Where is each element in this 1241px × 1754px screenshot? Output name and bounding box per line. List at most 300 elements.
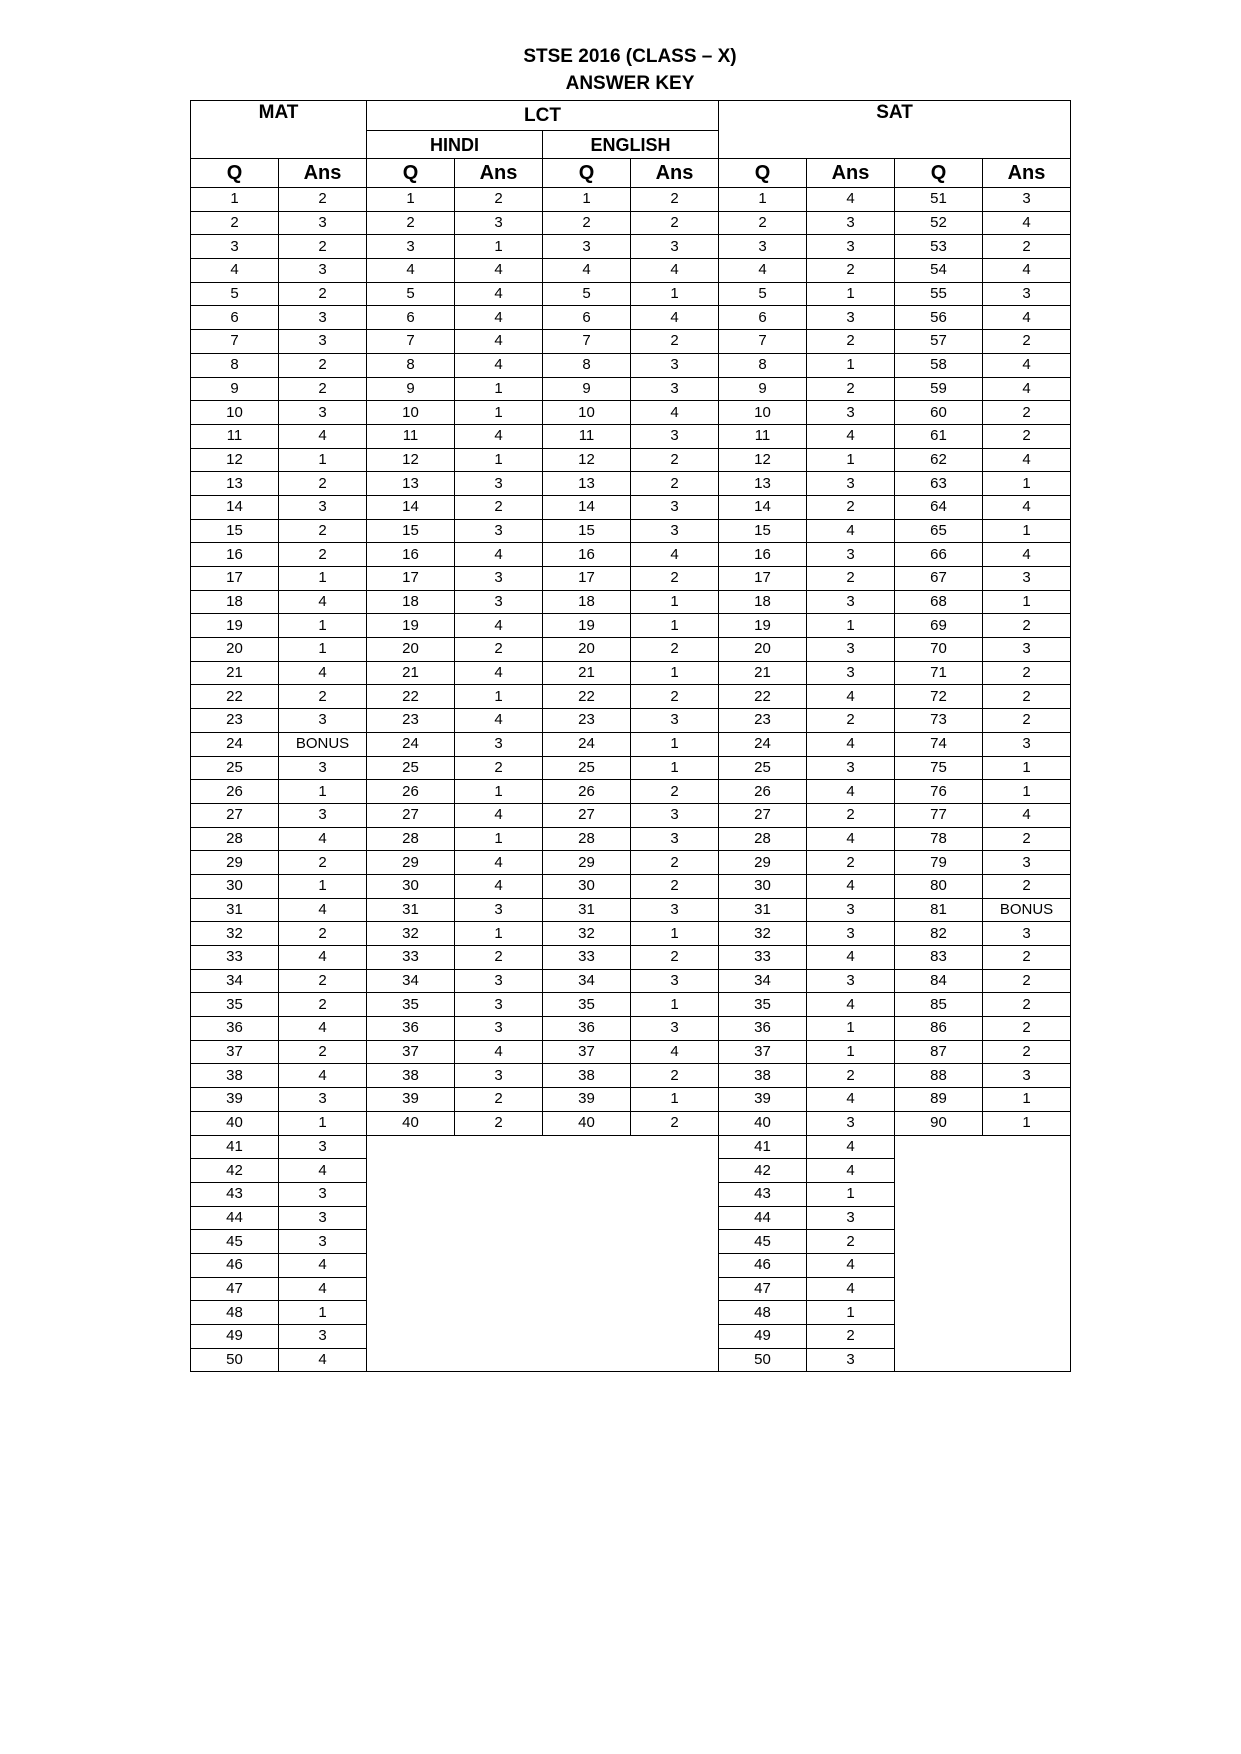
sat-ans-header: Ans bbox=[807, 159, 895, 188]
sat-q2-cell: 70 bbox=[895, 638, 983, 662]
mat-q-cell: 5 bbox=[191, 282, 279, 306]
english-ans-cell: 1 bbox=[631, 590, 719, 614]
hindi-ans-cell: 3 bbox=[455, 969, 543, 993]
english-ans-cell: 3 bbox=[631, 827, 719, 851]
mat-q-cell: 13 bbox=[191, 472, 279, 496]
mat-q-cell: 46 bbox=[191, 1253, 279, 1277]
english-q-cell: 39 bbox=[543, 1088, 631, 1112]
hindi-ans-cell: 4 bbox=[455, 543, 543, 567]
sat-q-cell: 42 bbox=[719, 1159, 807, 1183]
hindi-q-cell: 11 bbox=[367, 424, 455, 448]
mat-q-cell: 19 bbox=[191, 614, 279, 638]
table-row bbox=[191, 922, 1071, 946]
sat-q-cell: 27 bbox=[719, 803, 807, 827]
table-row bbox=[191, 803, 1071, 827]
english-ans-cell: 4 bbox=[631, 543, 719, 567]
english-ans-cell: 1 bbox=[631, 614, 719, 638]
sat-ans-cell: 4 bbox=[807, 424, 895, 448]
english-ans-cell: 3 bbox=[631, 353, 719, 377]
mat-q-cell: 15 bbox=[191, 519, 279, 543]
mat-ans-cell: 1 bbox=[279, 780, 367, 804]
hindi-ans-cell: 3 bbox=[455, 1017, 543, 1041]
english-q-cell: 35 bbox=[543, 993, 631, 1017]
hindi-ans-cell: 2 bbox=[455, 756, 543, 780]
mat-ans-cell: BONUS bbox=[279, 732, 367, 756]
mat-q-cell: 12 bbox=[191, 448, 279, 472]
sat-q-cell: 19 bbox=[719, 614, 807, 638]
sat-q-cell: 9 bbox=[719, 377, 807, 401]
sat-ans2-cell: 4 bbox=[983, 495, 1071, 519]
mat-q-cell: 34 bbox=[191, 969, 279, 993]
sat-ans-cell: 4 bbox=[807, 1159, 895, 1183]
hindi-q-cell: 37 bbox=[367, 1040, 455, 1064]
mat-q-cell: 33 bbox=[191, 946, 279, 970]
english-q-cell: 26 bbox=[543, 780, 631, 804]
sat-ans-cell: 1 bbox=[807, 1301, 895, 1325]
sat-ans-cell: 2 bbox=[807, 803, 895, 827]
hindi-ans-cell: 4 bbox=[455, 330, 543, 354]
hindi-q-cell: 15 bbox=[367, 519, 455, 543]
sat-ans2-cell: 2 bbox=[983, 969, 1071, 993]
sat-ans-cell: 4 bbox=[807, 827, 895, 851]
sat-q2-cell: 88 bbox=[895, 1064, 983, 1088]
sat-q2-cell: 79 bbox=[895, 851, 983, 875]
mat-q-cell: 24 bbox=[191, 732, 279, 756]
table-row bbox=[191, 969, 1071, 993]
hindi-q-cell: 5 bbox=[367, 282, 455, 306]
sat-q-cell: 21 bbox=[719, 661, 807, 685]
sat-ans2-cell: 2 bbox=[983, 1040, 1071, 1064]
sat-ans2-cell: 4 bbox=[983, 306, 1071, 330]
hindi-ans-cell: 4 bbox=[455, 306, 543, 330]
mat-ans-cell: 1 bbox=[279, 874, 367, 898]
hindi-ans-cell: 1 bbox=[455, 377, 543, 401]
hindi-q-cell: 17 bbox=[367, 567, 455, 591]
hindi-ans-cell: 4 bbox=[455, 424, 543, 448]
sat-ans2-cell: BONUS bbox=[983, 898, 1071, 922]
hindi-ans-cell: 4 bbox=[455, 614, 543, 638]
english-ans-cell: 2 bbox=[631, 1111, 719, 1135]
sat-q-cell: 1 bbox=[719, 188, 807, 212]
hindi-ans-cell: 2 bbox=[455, 495, 543, 519]
lct-header: LCT bbox=[367, 101, 719, 131]
english-q-cell: 33 bbox=[543, 946, 631, 970]
english-ans-cell: 2 bbox=[631, 211, 719, 235]
hindi-q-cell: 19 bbox=[367, 614, 455, 638]
english-q-cell: 38 bbox=[543, 1064, 631, 1088]
mat-ans-cell: 3 bbox=[279, 1135, 367, 1159]
sat-q2-cell: 73 bbox=[895, 709, 983, 733]
sat-ans-cell: 3 bbox=[807, 969, 895, 993]
table-row bbox=[191, 898, 1071, 922]
english-q-cell: 40 bbox=[543, 1111, 631, 1135]
hindi-ans-cell: 3 bbox=[455, 732, 543, 756]
hindi-q-cell: 31 bbox=[367, 898, 455, 922]
sat-q2-cell: 72 bbox=[895, 685, 983, 709]
english-ans-cell: 2 bbox=[631, 780, 719, 804]
document-subtitle: ANSWER KEY bbox=[565, 73, 695, 94]
sat-q-cell: 23 bbox=[719, 709, 807, 733]
sat-q2-cell: 52 bbox=[895, 211, 983, 235]
mat-ans-cell: 2 bbox=[279, 282, 367, 306]
english-ans-cell: 2 bbox=[631, 567, 719, 591]
hindi-header: HINDI bbox=[367, 131, 543, 159]
english-q-cell: 11 bbox=[543, 424, 631, 448]
english-header: ENGLISH bbox=[543, 131, 719, 159]
sat-ans-cell: 4 bbox=[807, 1088, 895, 1112]
hindi-q-cell: 34 bbox=[367, 969, 455, 993]
english-ans-cell: 3 bbox=[631, 519, 719, 543]
mat-q-cell: 32 bbox=[191, 922, 279, 946]
english-ans-cell: 1 bbox=[631, 922, 719, 946]
mat-q-header: Q bbox=[191, 159, 279, 188]
sat-ans-cell: 2 bbox=[807, 495, 895, 519]
mat-q-cell: 29 bbox=[191, 851, 279, 875]
hindi-ans-cell: 2 bbox=[455, 188, 543, 212]
hindi-q-cell: 20 bbox=[367, 638, 455, 662]
mat-q-cell: 20 bbox=[191, 638, 279, 662]
sat-ans2-cell: 3 bbox=[983, 1064, 1071, 1088]
mat-ans-cell: 2 bbox=[279, 353, 367, 377]
english-ans-cell: 1 bbox=[631, 732, 719, 756]
english-q-cell: 8 bbox=[543, 353, 631, 377]
sat-ans-cell: 3 bbox=[807, 756, 895, 780]
mat-q-cell: 38 bbox=[191, 1064, 279, 1088]
english-q-cell: 2 bbox=[543, 211, 631, 235]
mat-ans-cell: 1 bbox=[279, 1111, 367, 1135]
english-ans-cell: 3 bbox=[631, 377, 719, 401]
sat-ans-cell: 1 bbox=[807, 1017, 895, 1041]
sat-q-cell: 49 bbox=[719, 1325, 807, 1349]
sat-ans2-cell: 3 bbox=[983, 922, 1071, 946]
table-row bbox=[191, 1111, 1071, 1135]
sat-ans2-cell: 3 bbox=[983, 732, 1071, 756]
table-row bbox=[191, 590, 1071, 614]
english-ans-cell: 4 bbox=[631, 259, 719, 283]
sat-ans-cell: 4 bbox=[807, 874, 895, 898]
sat-q-cell: 12 bbox=[719, 448, 807, 472]
hindi-q-cell: 10 bbox=[367, 401, 455, 425]
hindi-q-cell: 21 bbox=[367, 661, 455, 685]
sat-ans-cell: 4 bbox=[807, 993, 895, 1017]
sat-q2-cell: 74 bbox=[895, 732, 983, 756]
english-ans-cell: 1 bbox=[631, 756, 719, 780]
answer-key-table bbox=[190, 100, 1071, 1372]
table-row bbox=[191, 495, 1071, 519]
sat-q2-cell: 67 bbox=[895, 567, 983, 591]
sat-ans2-cell: 1 bbox=[983, 472, 1071, 496]
mat-q-cell: 16 bbox=[191, 543, 279, 567]
hindi-ans-cell: 1 bbox=[455, 235, 543, 259]
mat-ans-cell: 4 bbox=[279, 1348, 367, 1372]
english-q-cell: 14 bbox=[543, 495, 631, 519]
mat-ans-cell: 2 bbox=[279, 543, 367, 567]
sat-ans2-cell: 1 bbox=[983, 590, 1071, 614]
mat-ans-cell: 2 bbox=[279, 685, 367, 709]
english-ans-cell: 3 bbox=[631, 803, 719, 827]
sat-q-cell: 25 bbox=[719, 756, 807, 780]
sat-q-cell: 13 bbox=[719, 472, 807, 496]
hindi-ans-cell: 1 bbox=[455, 922, 543, 946]
mat-q-cell: 36 bbox=[191, 1017, 279, 1041]
mat-q-cell: 47 bbox=[191, 1277, 279, 1301]
mat-ans-cell: 2 bbox=[279, 188, 367, 212]
hindi-ans-cell: 3 bbox=[455, 898, 543, 922]
sat-q-cell: 7 bbox=[719, 330, 807, 354]
sat-ans-cell: 1 bbox=[807, 1182, 895, 1206]
english-ans-header: Ans bbox=[631, 159, 719, 188]
english-ans-cell: 4 bbox=[631, 1040, 719, 1064]
hindi-ans-cell: 4 bbox=[455, 1040, 543, 1064]
english-ans-cell: 3 bbox=[631, 898, 719, 922]
sat-ans-cell: 4 bbox=[807, 685, 895, 709]
hindi-ans-cell: 4 bbox=[455, 259, 543, 283]
mat-ans-cell: 4 bbox=[279, 827, 367, 851]
hindi-q-cell: 22 bbox=[367, 685, 455, 709]
mat-ans-cell: 1 bbox=[279, 638, 367, 662]
table-row bbox=[191, 732, 1071, 756]
sat-ans-cell: 3 bbox=[807, 211, 895, 235]
mat-ans-cell: 3 bbox=[279, 401, 367, 425]
mat-q-cell: 4 bbox=[191, 259, 279, 283]
table-row bbox=[191, 827, 1071, 851]
mat-q-cell: 44 bbox=[191, 1206, 279, 1230]
sat-ans-cell: 2 bbox=[807, 1064, 895, 1088]
sat-q2-cell: 76 bbox=[895, 780, 983, 804]
sat-q-cell: 22 bbox=[719, 685, 807, 709]
mat-ans-cell: 3 bbox=[279, 1088, 367, 1112]
hindi-ans-cell: 4 bbox=[455, 353, 543, 377]
sat-q-cell: 44 bbox=[719, 1206, 807, 1230]
sat-ans2-cell: 2 bbox=[983, 1017, 1071, 1041]
sat-q-cell: 38 bbox=[719, 1064, 807, 1088]
mat-q-cell: 7 bbox=[191, 330, 279, 354]
hindi-ans-cell: 4 bbox=[455, 803, 543, 827]
sat-q2-cell: 68 bbox=[895, 590, 983, 614]
english-q-cell: 5 bbox=[543, 282, 631, 306]
sat-ans2-cell: 3 bbox=[983, 567, 1071, 591]
sat-q-cell: 2 bbox=[719, 211, 807, 235]
mat-q-cell: 18 bbox=[191, 590, 279, 614]
sat-q-cell: 40 bbox=[719, 1111, 807, 1135]
hindi-q-cell: 6 bbox=[367, 306, 455, 330]
sat-ans-cell: 2 bbox=[807, 567, 895, 591]
table-row bbox=[191, 259, 1071, 283]
sat-ans-cell: 3 bbox=[807, 922, 895, 946]
hindi-q-cell: 1 bbox=[367, 188, 455, 212]
table-row bbox=[191, 543, 1071, 567]
hindi-ans-cell: 4 bbox=[455, 709, 543, 733]
english-q-cell: 15 bbox=[543, 519, 631, 543]
english-ans-cell: 2 bbox=[631, 851, 719, 875]
sat-ans-cell: 3 bbox=[807, 1348, 895, 1372]
table-row bbox=[191, 780, 1071, 804]
english-ans-cell: 3 bbox=[631, 709, 719, 733]
english-ans-cell: 2 bbox=[631, 1064, 719, 1088]
sat-q-cell: 30 bbox=[719, 874, 807, 898]
table-row bbox=[191, 1017, 1071, 1041]
english-q-header: Q bbox=[543, 159, 631, 188]
sat-q-cell: 11 bbox=[719, 424, 807, 448]
lct-empty-area bbox=[367, 1135, 719, 1372]
mat-ans-cell: 3 bbox=[279, 330, 367, 354]
mat-ans-cell: 1 bbox=[279, 614, 367, 638]
mat-ans-cell: 4 bbox=[279, 1253, 367, 1277]
hindi-q-cell: 9 bbox=[367, 377, 455, 401]
sat-q-cell: 46 bbox=[719, 1253, 807, 1277]
sat-q2-cell: 87 bbox=[895, 1040, 983, 1064]
hindi-ans-cell: 3 bbox=[455, 1064, 543, 1088]
hindi-q-cell: 35 bbox=[367, 993, 455, 1017]
english-ans-cell: 3 bbox=[631, 424, 719, 448]
english-q-cell: 10 bbox=[543, 401, 631, 425]
mat-ans-cell: 4 bbox=[279, 661, 367, 685]
mat-q-cell: 9 bbox=[191, 377, 279, 401]
sat-q2-cell: 63 bbox=[895, 472, 983, 496]
table-row bbox=[191, 567, 1071, 591]
sat-ans-cell: 2 bbox=[807, 330, 895, 354]
english-q-cell: 17 bbox=[543, 567, 631, 591]
hindi-q-cell: 18 bbox=[367, 590, 455, 614]
hindi-q-cell: 14 bbox=[367, 495, 455, 519]
english-q-cell: 34 bbox=[543, 969, 631, 993]
sat-q2-cell: 55 bbox=[895, 282, 983, 306]
english-q-cell: 27 bbox=[543, 803, 631, 827]
mat-q-cell: 35 bbox=[191, 993, 279, 1017]
english-ans-cell: 2 bbox=[631, 946, 719, 970]
sat-ans-cell: 3 bbox=[807, 543, 895, 567]
sat-q2-cell: 64 bbox=[895, 495, 983, 519]
sat-ans2-cell: 3 bbox=[983, 188, 1071, 212]
sat-q-cell: 14 bbox=[719, 495, 807, 519]
sat-q-cell: 45 bbox=[719, 1230, 807, 1254]
mat-q-cell: 22 bbox=[191, 685, 279, 709]
sat-ans-cell: 2 bbox=[807, 851, 895, 875]
sat-q2-cell: 86 bbox=[895, 1017, 983, 1041]
sat-q2-cell: 89 bbox=[895, 1088, 983, 1112]
sat-q-cell: 8 bbox=[719, 353, 807, 377]
hindi-ans-cell: 3 bbox=[455, 993, 543, 1017]
mat-ans-cell: 2 bbox=[279, 969, 367, 993]
mat-ans-cell: 1 bbox=[279, 448, 367, 472]
sat-q2-cell: 53 bbox=[895, 235, 983, 259]
sat-ans-cell: 4 bbox=[807, 519, 895, 543]
english-ans-cell: 1 bbox=[631, 1088, 719, 1112]
sat-ans2-cell: 1 bbox=[983, 1111, 1071, 1135]
table-row bbox=[191, 282, 1071, 306]
table-row bbox=[191, 1064, 1071, 1088]
mat-ans-cell: 2 bbox=[279, 851, 367, 875]
mat-ans-cell: 2 bbox=[279, 377, 367, 401]
mat-ans-cell: 2 bbox=[279, 993, 367, 1017]
sat-ans-cell: 1 bbox=[807, 353, 895, 377]
hindi-q-cell: 27 bbox=[367, 803, 455, 827]
sat-q2-cell: 56 bbox=[895, 306, 983, 330]
sat-ans2-cell: 2 bbox=[983, 874, 1071, 898]
sat-q-cell: 15 bbox=[719, 519, 807, 543]
mat-ans-cell: 3 bbox=[279, 259, 367, 283]
sat-q-cell: 29 bbox=[719, 851, 807, 875]
hindi-q-cell: 30 bbox=[367, 874, 455, 898]
sat-q-cell: 47 bbox=[719, 1277, 807, 1301]
sat-ans-cell: 4 bbox=[807, 780, 895, 804]
sat-ans2-cell: 2 bbox=[983, 685, 1071, 709]
table-row bbox=[191, 1135, 1071, 1159]
sat-ans-cell: 3 bbox=[807, 590, 895, 614]
sat-ans2-cell: 2 bbox=[983, 946, 1071, 970]
mat-q-cell: 25 bbox=[191, 756, 279, 780]
sat-q-cell: 4 bbox=[719, 259, 807, 283]
english-ans-cell: 3 bbox=[631, 1017, 719, 1041]
sat-ans2-cell: 4 bbox=[983, 353, 1071, 377]
hindi-q-cell: 39 bbox=[367, 1088, 455, 1112]
sat-ans2-cell: 2 bbox=[983, 235, 1071, 259]
mat-ans-cell: 3 bbox=[279, 495, 367, 519]
mat-ans-cell: 4 bbox=[279, 1064, 367, 1088]
sat-ans-cell: 4 bbox=[807, 732, 895, 756]
english-ans-cell: 1 bbox=[631, 661, 719, 685]
hindi-ans-cell: 4 bbox=[455, 661, 543, 685]
sat-q-cell: 41 bbox=[719, 1135, 807, 1159]
sat-ans2-cell: 1 bbox=[983, 780, 1071, 804]
hindi-q-cell: 24 bbox=[367, 732, 455, 756]
sat-q2-cell: 58 bbox=[895, 353, 983, 377]
mat-ans-header: Ans bbox=[279, 159, 367, 188]
english-ans-cell: 4 bbox=[631, 306, 719, 330]
sat-q2-cell: 82 bbox=[895, 922, 983, 946]
table-row bbox=[191, 661, 1071, 685]
english-ans-cell: 3 bbox=[631, 969, 719, 993]
sat-q2-header: Q bbox=[895, 159, 983, 188]
hindi-q-cell: 3 bbox=[367, 235, 455, 259]
table-row bbox=[191, 188, 1071, 212]
sat-ans2-cell: 2 bbox=[983, 614, 1071, 638]
table-row bbox=[191, 1040, 1071, 1064]
table-row bbox=[191, 353, 1071, 377]
sat-ans2-cell: 2 bbox=[983, 709, 1071, 733]
hindi-q-cell: 4 bbox=[367, 259, 455, 283]
english-q-cell: 21 bbox=[543, 661, 631, 685]
mat-ans-cell: 3 bbox=[279, 211, 367, 235]
sat-ans2-cell: 4 bbox=[983, 448, 1071, 472]
hindi-ans-cell: 4 bbox=[455, 874, 543, 898]
english-ans-cell: 1 bbox=[631, 993, 719, 1017]
sat-ans-cell: 2 bbox=[807, 1325, 895, 1349]
english-q-cell: 9 bbox=[543, 377, 631, 401]
sat-ans2-cell: 3 bbox=[983, 638, 1071, 662]
table-row bbox=[191, 377, 1071, 401]
mat-ans-cell: 3 bbox=[279, 1182, 367, 1206]
hindi-q-cell: 25 bbox=[367, 756, 455, 780]
sat-q2-cell: 57 bbox=[895, 330, 983, 354]
hindi-q-cell: 8 bbox=[367, 353, 455, 377]
mat-ans-cell: 4 bbox=[279, 1017, 367, 1041]
mat-ans-cell: 4 bbox=[279, 898, 367, 922]
english-q-cell: 22 bbox=[543, 685, 631, 709]
hindi-ans-cell: 1 bbox=[455, 685, 543, 709]
sat-ans-cell: 4 bbox=[807, 1135, 895, 1159]
answer-rows bbox=[191, 188, 1071, 1372]
english-ans-cell: 2 bbox=[631, 448, 719, 472]
english-q-cell: 30 bbox=[543, 874, 631, 898]
hindi-ans-cell: 3 bbox=[455, 567, 543, 591]
sat-ans2-header: Ans bbox=[983, 159, 1071, 188]
mat-q-cell: 21 bbox=[191, 661, 279, 685]
sat-ans2-cell: 4 bbox=[983, 803, 1071, 827]
english-ans-cell: 2 bbox=[631, 472, 719, 496]
sat-q-cell: 37 bbox=[719, 1040, 807, 1064]
hindi-q-cell: 12 bbox=[367, 448, 455, 472]
